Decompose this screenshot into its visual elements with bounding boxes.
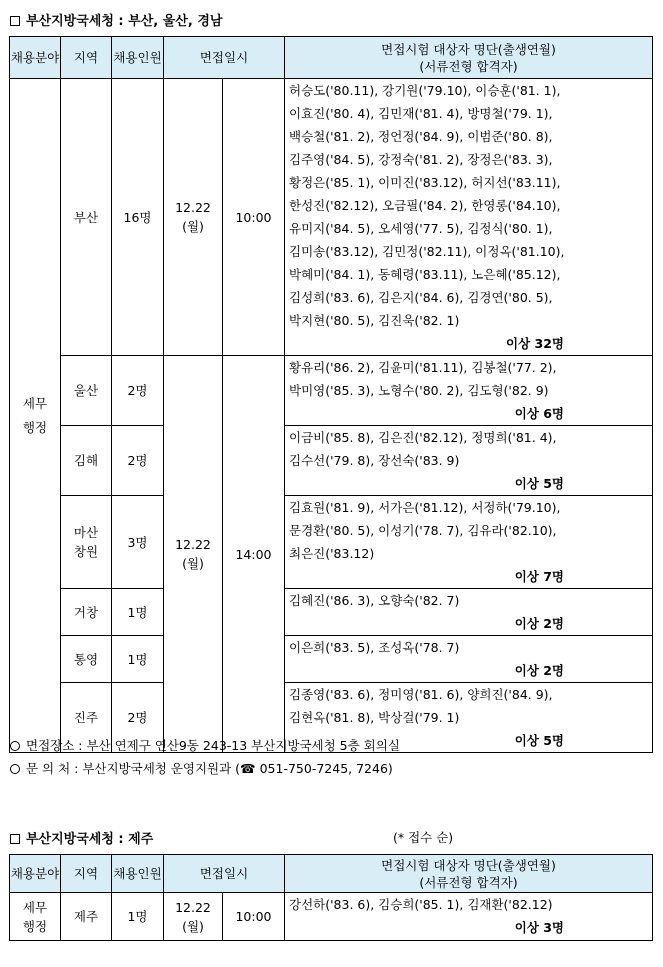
table-header-row xyxy=(10,855,653,893)
header-datetime: 면접일시 xyxy=(164,855,285,893)
circle-bullet-icon xyxy=(10,764,20,774)
table-row-ulsan xyxy=(10,356,653,426)
names-busan xyxy=(285,79,653,356)
time-jeju: 10:00 xyxy=(223,893,285,941)
names-geochang xyxy=(285,589,653,636)
name-line: 이금비('85. 8), 김은진('82.12), 정명희('81. 4), xyxy=(289,430,557,445)
date-busan: 12.22 (월) xyxy=(164,79,223,356)
count-masan: 3명 xyxy=(112,496,164,589)
circle-bullet-icon xyxy=(10,741,20,751)
count-gimhae: 2명 xyxy=(112,426,164,496)
name-line: 문경환('80. 5), 이성기('78. 7), 김유라('82.10), xyxy=(289,523,557,538)
name-line: 박혜미('84. 1), 동혜령('83.11), 노은혜('85.12), xyxy=(289,267,561,282)
names-ulsan xyxy=(285,356,653,426)
header-count: 채용인원 xyxy=(112,855,164,893)
jeju-schedule-table xyxy=(9,854,653,941)
name-line: 김주영('84. 5), 강정숙('81. 2), 장정은('83. 3), xyxy=(289,152,553,167)
contact-info: 문 의 처 : 부산지방국세청 운영지원과 (☎ 051-750-7245, 7246) xyxy=(10,759,393,777)
name-line: 김효원('81. 9), 서가은('81.12), 서정하('79.10), xyxy=(289,500,561,515)
total-count: 이상 32명 xyxy=(506,336,564,351)
header-region: 지역 xyxy=(61,37,112,79)
field-cell: 세무행정 xyxy=(10,79,61,753)
name-line: 유미지('84. 5), 오세영('77. 5), 김정식('80. 1), xyxy=(289,221,553,236)
name-line: 김성희('83. 6), 김은지('84. 6), 김경연('80. 5), xyxy=(289,290,553,305)
date-jeju: 12.22 (월) xyxy=(164,893,223,941)
region-ulsan: 울산 xyxy=(61,356,112,426)
square-bullet-icon xyxy=(10,16,20,26)
time-busan: 10:00 xyxy=(223,79,285,356)
region-jeju: 제주 xyxy=(61,893,112,941)
total-count: 이상 3명 xyxy=(514,920,564,935)
time-afternoon: 14:00 xyxy=(223,356,285,753)
name-line: 김현옥('81. 8), 박상걸('79. 1) xyxy=(289,710,460,725)
name-line: 김종영('83. 6), 정미영('81. 6), 양희진('84. 9), xyxy=(289,687,553,702)
header-names: 면접시험 대상자 명단(출생연월) (서류전형 합격자) xyxy=(285,37,653,79)
name-line: 한성진('82.12), 오금필('84. 2), 한영롱('84.10), xyxy=(289,198,561,213)
total-count: 이상 2명 xyxy=(514,663,564,678)
name-line: 박지현('80. 5), 김진욱('82. 1) xyxy=(289,313,460,328)
count-ulsan: 2명 xyxy=(112,356,164,426)
name-line: 황유리('86. 2), 김윤미('81.11), 김봉철('77. 2), xyxy=(289,360,557,375)
table-header-row xyxy=(10,37,653,79)
count-geochang: 1명 xyxy=(112,589,164,636)
region-jinju: 진주 xyxy=(61,683,112,753)
name-line: 박미영('85. 3), 노형수('80. 2), 김도형('82. 9) xyxy=(289,383,549,398)
total-count: 이상 5명 xyxy=(514,733,564,748)
section1-title: 부산지방국세청 : 부산, 울산, 경남 xyxy=(10,10,222,29)
header-datetime: 면접일시 xyxy=(164,37,285,79)
name-line: 이은희('83. 5), 조성옥('78. 7) xyxy=(289,640,460,655)
total-count: 이상 5명 xyxy=(514,476,564,491)
region-masan: 마산 창원 xyxy=(61,496,112,589)
count-jinju: 2명 xyxy=(112,683,164,753)
name-line: 이효진('80. 4), 김민재('81. 4), 방명철('79. 1), xyxy=(289,106,553,121)
region-geochang: 거창 xyxy=(61,589,112,636)
total-count: 이상 7명 xyxy=(514,569,564,584)
header-region: 지역 xyxy=(61,855,112,893)
table-row-tongyeong xyxy=(10,636,653,683)
name-line: 최은진('83.12) xyxy=(289,546,375,561)
name-line: 김수선('79. 8), 장선숙('83. 9) xyxy=(289,453,460,468)
name-line: 황정은('85. 1), 이미진('83.12), 허지선('83.11), xyxy=(289,175,561,190)
count-busan: 16명 xyxy=(112,79,164,356)
header-names: 면접시험 대상자 명단(출생연월) (서류전형 합격자) xyxy=(285,855,653,893)
square-bullet-icon xyxy=(10,834,20,844)
order-note: (* 접수 순) xyxy=(393,830,454,845)
name-line: 김혜진('86. 3), 오향숙('82. 7) xyxy=(289,593,460,608)
name-line: 강선하('83. 6), 김승희('85. 1), 김재환('82.12) xyxy=(289,897,553,912)
count-tongyeong: 1명 xyxy=(112,636,164,683)
region-tongyeong: 통영 xyxy=(61,636,112,683)
section2-title: 부산지방국세청 : 제주 xyxy=(10,828,153,847)
name-line: 백승철('81. 2), 정언정('84. 9), 이범준('80. 8), xyxy=(289,129,553,144)
names-masan xyxy=(285,496,653,589)
table-row-masan xyxy=(10,496,653,589)
date-afternoon: 12.22 (월) xyxy=(164,356,223,753)
interview-schedule-table xyxy=(9,36,653,753)
table-row-geochang xyxy=(10,589,653,636)
name-line: 김미송('83.12), 김민정('82.11), 이정옥('81.10), xyxy=(289,244,565,259)
total-count: 이상 2명 xyxy=(514,616,564,631)
header-count: 채용인원 xyxy=(112,37,164,79)
count-jeju: 1명 xyxy=(112,893,164,941)
names-jeju xyxy=(285,893,653,941)
names-tongyeong xyxy=(285,636,653,683)
region-gimhae: 김해 xyxy=(61,426,112,496)
interview-location: 면접장소 : 부산 연제구 연산9동 243-13 부산지방국세청 5층 회의실 xyxy=(10,736,400,754)
header-field: 채용분야 xyxy=(10,37,61,79)
table-row-jeju xyxy=(10,893,653,941)
table-row-busan xyxy=(10,79,653,356)
names-gimhae xyxy=(285,426,653,496)
field-cell: 세무 행정 xyxy=(10,893,61,941)
total-count: 이상 6명 xyxy=(514,406,564,421)
table-row-gimhae xyxy=(10,426,653,496)
header-field: 채용분야 xyxy=(10,855,61,893)
name-line: 허승도('80.11), 강기원('79.10), 이승훈('81. 1), xyxy=(289,83,561,98)
region-busan: 부산 xyxy=(61,79,112,356)
